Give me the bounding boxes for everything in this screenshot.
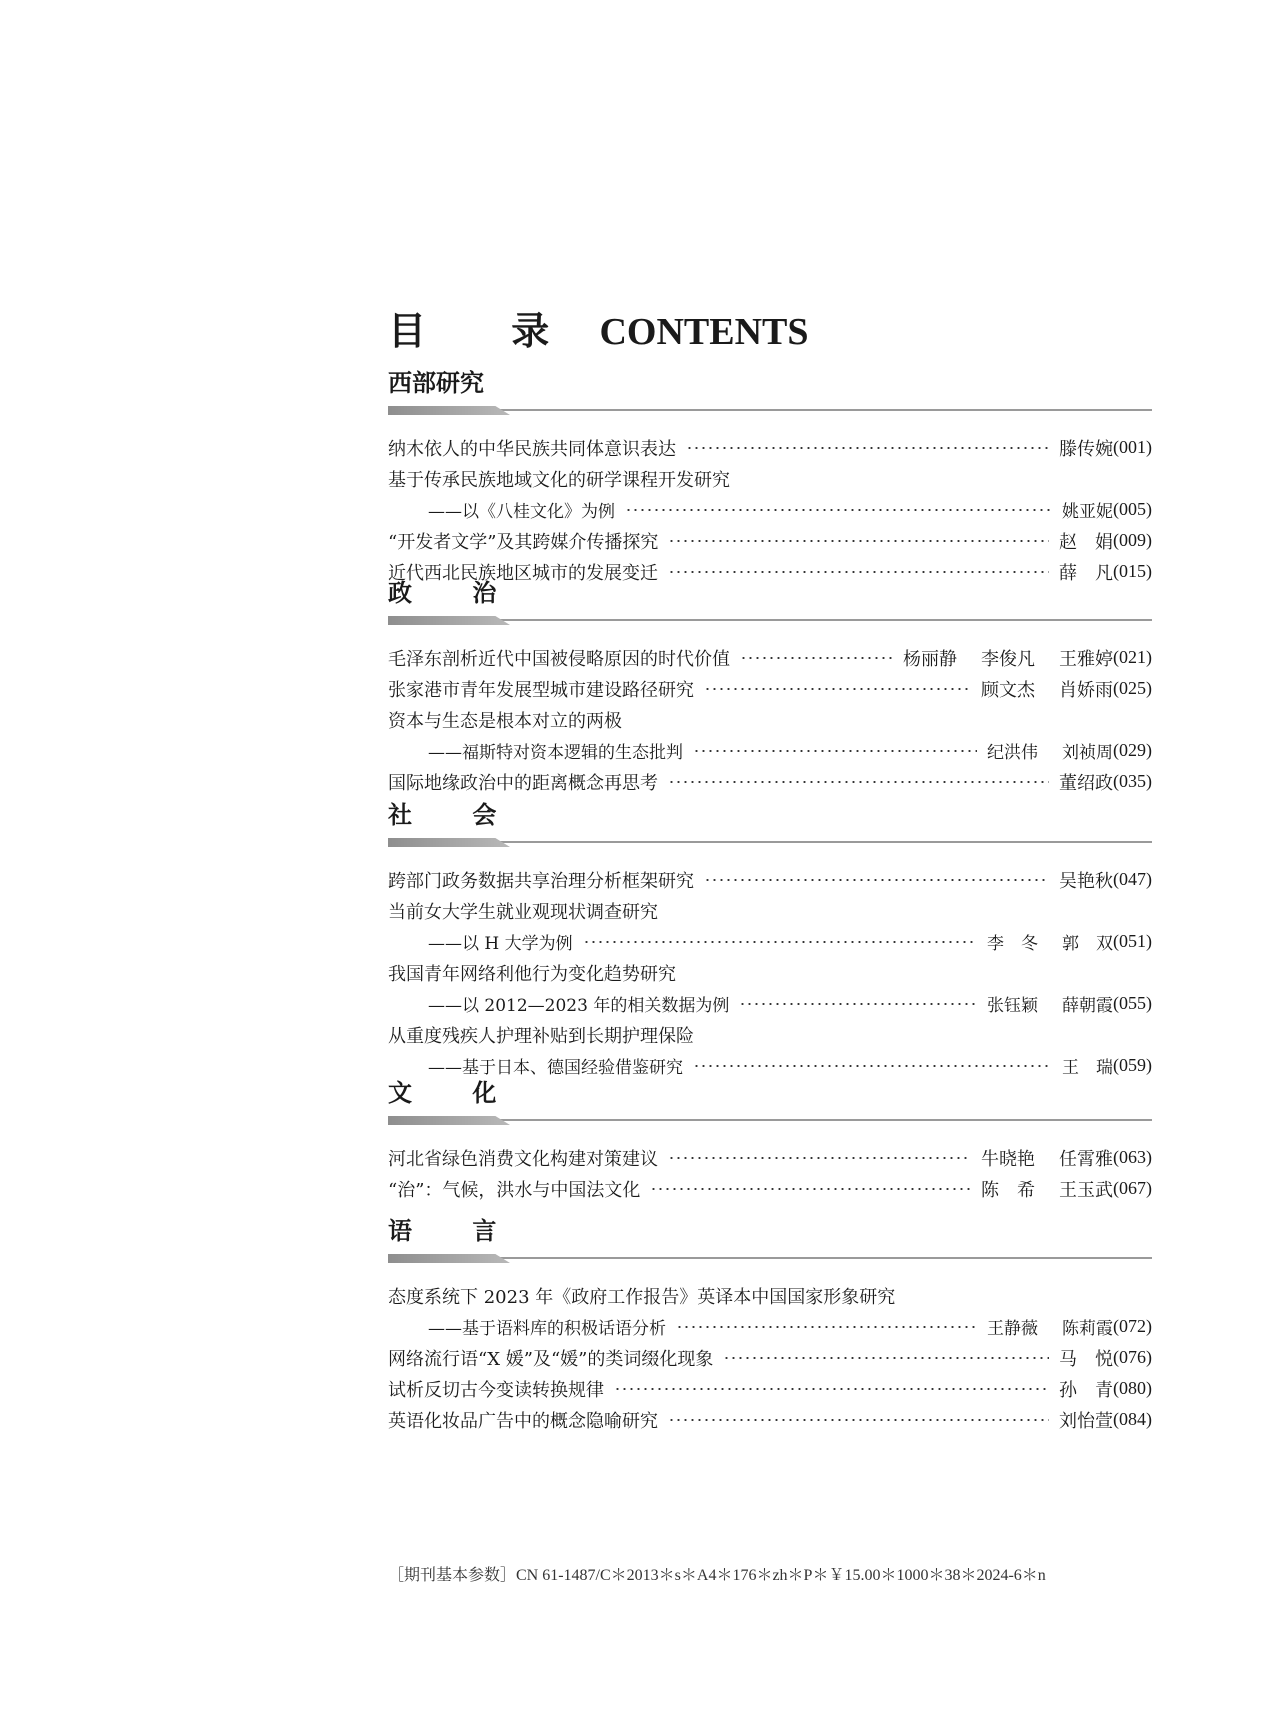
entry-title: 毛泽东剖析近代中国被侵略原因的时代价值 xyxy=(388,648,730,670)
author-name: 滕传婉 xyxy=(1059,438,1113,460)
toc-entry[interactable] xyxy=(388,1173,1152,1204)
toc-section xyxy=(388,576,1152,797)
toc-entry[interactable] xyxy=(388,525,1152,556)
page-number: (021) xyxy=(1113,647,1152,667)
entry-authors xyxy=(981,1176,1113,1202)
page-number: (072) xyxy=(1113,1316,1152,1336)
page-number: (047) xyxy=(1113,869,1152,889)
entry-title: ——基于语料库的积极话语分析 xyxy=(428,1319,666,1339)
author-name: 刘祯周 xyxy=(1062,743,1113,763)
author-name: 王 瑞 xyxy=(1062,1058,1113,1078)
toc-section xyxy=(388,798,1152,1081)
author-name: 刘怡萱 xyxy=(1059,1410,1113,1432)
leader-dots xyxy=(739,1003,977,1005)
leader-dots xyxy=(625,509,1052,511)
entry-title: 纳木依人的中华民族共同体意识表达 xyxy=(388,438,676,460)
author-name: 李俊凡 xyxy=(981,648,1035,670)
leader-dots xyxy=(704,688,971,690)
entry-title: 基于传承民族地域文化的研学课程开发研究 xyxy=(388,469,730,491)
section-divider xyxy=(388,406,1152,416)
entry-title: 张家港市青年发展型城市建设路径研究 xyxy=(388,679,694,701)
page-title xyxy=(388,300,809,355)
author-name: 郭 双 xyxy=(1062,934,1113,954)
toc-entry[interactable] xyxy=(388,1142,1152,1173)
entry-title: 试析反切古今变读转换规律 xyxy=(388,1379,604,1401)
page-number: (015) xyxy=(1113,561,1152,581)
leader-dots xyxy=(668,781,1049,783)
entry-authors xyxy=(1059,1407,1113,1433)
author-name: 杨丽静 xyxy=(903,648,957,670)
page-number: (055) xyxy=(1113,993,1152,1013)
toc-entry[interactable] xyxy=(388,1019,1152,1050)
section-heading: 社 会 xyxy=(388,800,523,829)
author-name: 陈 希 xyxy=(981,1179,1035,1201)
entry-authors xyxy=(981,676,1113,702)
page-number: (080) xyxy=(1113,1378,1152,1398)
entry-title: “治”：气候，洪水与中国法文化 xyxy=(388,1179,641,1201)
entry-title: 跨部门政务数据共享治理分析框架研究 xyxy=(388,870,694,892)
entry-title: ——以 H 大学为例 xyxy=(428,934,573,954)
page-number: (025) xyxy=(1113,678,1152,698)
author-name: 肖娇雨 xyxy=(1059,679,1113,701)
section-divider xyxy=(388,838,1152,848)
toc-section xyxy=(388,366,1152,587)
section-heading: 文 化 xyxy=(388,1078,523,1107)
author-name: 王雅婷 xyxy=(1059,648,1113,670)
entry-list xyxy=(388,432,1152,587)
toc-subtitle-entry[interactable] xyxy=(388,926,1152,957)
entry-authors xyxy=(987,929,1113,954)
author-name: 姚亚妮 xyxy=(1062,502,1113,522)
entry-authors xyxy=(987,738,1113,763)
toc-section xyxy=(388,1214,1152,1435)
section-divider xyxy=(388,1254,1152,1264)
entry-authors xyxy=(903,645,1113,671)
section-heading: 语 言 xyxy=(388,1216,523,1245)
toc-entry[interactable] xyxy=(388,864,1152,895)
leader-dots xyxy=(676,1326,977,1328)
toc-entry[interactable] xyxy=(388,1342,1152,1373)
entry-authors xyxy=(1059,528,1113,554)
author-name: 任霄雅 xyxy=(1059,1148,1113,1170)
section-heading: 西部研究 xyxy=(388,368,484,397)
author-name: 薛朝霞 xyxy=(1062,996,1113,1016)
author-name: 董绍政 xyxy=(1059,772,1113,794)
entry-list xyxy=(388,1280,1152,1435)
toc-subtitle-entry[interactable] xyxy=(388,1311,1152,1342)
leader-dots xyxy=(650,1188,971,1190)
entry-authors xyxy=(1059,867,1113,893)
entry-authors xyxy=(1062,497,1113,522)
entry-authors xyxy=(1059,435,1113,461)
page-number: (067) xyxy=(1113,1178,1152,1198)
entry-title: 近代西北民族地区城市的发展变迁 xyxy=(388,562,658,584)
page-number: (005) xyxy=(1113,499,1152,519)
entry-title: 从重度残疾人护理补贴到长期护理保险 xyxy=(388,1025,694,1047)
entry-title: ——福斯特对资本逻辑的生态批判 xyxy=(428,743,683,763)
toc-entry[interactable] xyxy=(388,463,1152,494)
entry-authors xyxy=(1059,1345,1113,1371)
toc-subtitle-entry[interactable] xyxy=(388,735,1152,766)
leader-dots xyxy=(668,1419,1049,1421)
toc-subtitle-entry[interactable] xyxy=(388,494,1152,525)
entry-title: 我国青年网络利他行为变化趋势研究 xyxy=(388,963,676,985)
toc-entry[interactable] xyxy=(388,1404,1152,1435)
author-name: 顾文杰 xyxy=(981,679,1035,701)
author-name: 王静薇 xyxy=(987,1319,1038,1339)
section-divider xyxy=(388,616,1152,626)
entry-title: 河北省绿色消费文化构建对策建议 xyxy=(388,1148,658,1170)
toc-entry[interactable] xyxy=(388,1373,1152,1404)
entry-authors xyxy=(981,1145,1113,1171)
author-name: 赵 娟 xyxy=(1059,531,1113,553)
entry-title: ——基于日本、德国经验借鉴研究 xyxy=(428,1058,683,1078)
page-number: (035) xyxy=(1113,771,1152,791)
author-name: 吴艳秋 xyxy=(1059,870,1113,892)
page-number: (001) xyxy=(1113,437,1152,457)
section-heading: 政 治 xyxy=(388,578,523,607)
leader-dots xyxy=(614,1388,1049,1390)
leader-dots xyxy=(723,1357,1049,1359)
entry-title: 当前女大学生就业观现状调查研究 xyxy=(388,901,658,923)
entry-title: “开发者文学”及其跨媒介传播探究 xyxy=(388,531,659,553)
title-cn: 目 录 xyxy=(388,308,586,353)
leader-dots xyxy=(704,879,1049,881)
toc-entry[interactable] xyxy=(388,673,1152,704)
toc-section xyxy=(388,1076,1152,1204)
toc-entry[interactable] xyxy=(388,704,1152,735)
entry-list xyxy=(388,1142,1152,1204)
entry-authors xyxy=(987,1314,1113,1339)
leader-dots xyxy=(583,941,977,943)
title-en: CONTENTS xyxy=(599,311,809,353)
leader-dots xyxy=(668,1157,971,1159)
author-name: 马 悦 xyxy=(1059,1348,1113,1370)
section-divider xyxy=(388,1116,1152,1126)
author-name: 孙 青 xyxy=(1059,1379,1113,1401)
entry-title: 网络流行语“X 媛”及“媛”的类词缀化现象 xyxy=(388,1348,714,1370)
page-number: (029) xyxy=(1113,740,1152,760)
toc-entry[interactable] xyxy=(388,642,1152,673)
author-name: 薛 凡 xyxy=(1059,562,1113,584)
author-name: 李 冬 xyxy=(987,934,1038,954)
author-name: 牛晓艳 xyxy=(981,1148,1035,1170)
author-name: 王玉武 xyxy=(1059,1179,1113,1201)
page-number: (084) xyxy=(1113,1409,1152,1429)
toc-entry[interactable] xyxy=(388,895,1152,926)
toc-entry[interactable] xyxy=(388,432,1152,463)
leader-dots xyxy=(668,540,1049,542)
toc-entry[interactable] xyxy=(388,957,1152,988)
journal-parameters: ［期刊基本参数］CN 61-1487/C＊2013＊s＊A4＊176＊zh＊P＊￥15.00＊1000＊38＊2024-6＊n xyxy=(388,1567,1046,1584)
page-number: (059) xyxy=(1113,1055,1152,1075)
entry-list xyxy=(388,864,1152,1081)
leader-dots xyxy=(668,571,1049,573)
entry-authors xyxy=(1062,1053,1113,1078)
leader-dots xyxy=(693,750,977,752)
page-number: (063) xyxy=(1113,1147,1152,1167)
leader-dots xyxy=(693,1065,1052,1067)
leader-dots xyxy=(740,657,893,659)
toc-subtitle-entry[interactable] xyxy=(388,988,1152,1019)
entry-title: 资本与生态是根本对立的两极 xyxy=(388,710,622,732)
entry-list xyxy=(388,642,1152,797)
entry-title: 英语化妆品广告中的概念隐喻研究 xyxy=(388,1410,658,1432)
page-number: (009) xyxy=(1113,530,1152,550)
entry-title: ——以 2012—2023 年的相关数据为例 xyxy=(428,996,730,1016)
entry-authors xyxy=(987,991,1113,1016)
page-number: (076) xyxy=(1113,1347,1152,1367)
leader-dots xyxy=(686,447,1049,449)
author-name: 陈莉霞 xyxy=(1062,1319,1113,1339)
author-name: 纪洪伟 xyxy=(987,743,1038,763)
page-number: (051) xyxy=(1113,931,1152,951)
entry-authors xyxy=(1059,1376,1113,1402)
entry-authors xyxy=(1059,769,1113,795)
toc-entry[interactable] xyxy=(388,1280,1152,1311)
author-name: 张钰颖 xyxy=(987,996,1038,1016)
entry-title: 态度系统下 2023 年《政府工作报告》英译本中国国家形象研究 xyxy=(388,1286,896,1308)
entry-title: 国际地缘政治中的距离概念再思考 xyxy=(388,772,658,794)
toc-entry[interactable] xyxy=(388,766,1152,797)
entry-title: ——以《八桂文化》为例 xyxy=(428,502,615,522)
